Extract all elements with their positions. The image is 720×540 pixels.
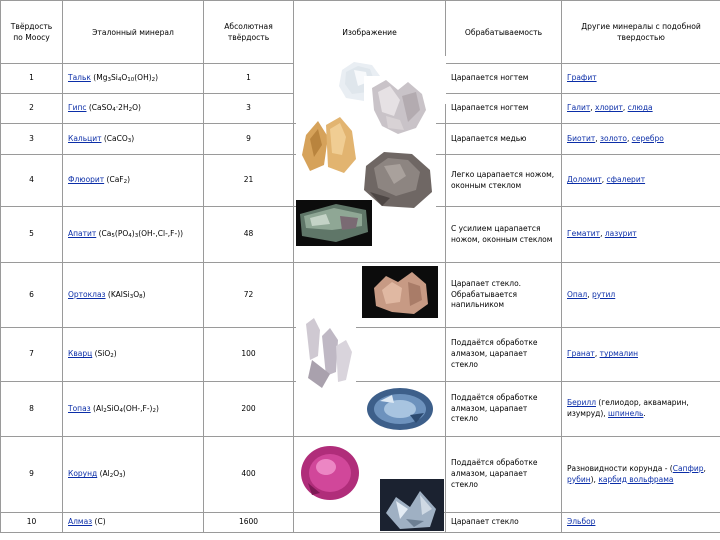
absolute-cell: 48 — [204, 207, 294, 263]
hardness-cell: 1 — [1, 64, 63, 94]
corundum-image — [298, 443, 362, 503]
others-link[interactable]: карбид вольфрама — [598, 474, 674, 484]
mineral-link-talc[interactable]: Тальк — [68, 73, 91, 83]
absolute-cell: 1 — [204, 64, 294, 94]
others-link[interactable]: Опал — [567, 289, 588, 299]
workability-cell: Поддаётся обработке алмазом, царапает стекло — [446, 328, 562, 382]
others-link[interactable]: сфалерит — [606, 175, 646, 185]
header-hardness: Твёрдость по Моосу — [1, 1, 63, 64]
others-link[interactable]: Гематит — [567, 229, 601, 239]
header-image: Изображение — [294, 1, 446, 64]
topaz-image — [364, 385, 436, 433]
hardness-cell: 8 — [1, 382, 63, 437]
absolute-cell: 1600 — [204, 513, 294, 533]
header-row — [1, 1, 720, 64]
hardness-cell: 4 — [1, 155, 63, 207]
others-cell — [562, 64, 720, 94]
mineral-link-apatite[interactable]: Апатит — [68, 229, 97, 239]
others-link[interactable]: Сапфир — [672, 463, 704, 473]
mineral-cell: Корунд $(Al_2O_3)$ — [63, 437, 204, 513]
others-link[interactable]: шпинель — [608, 409, 644, 418]
header-workability: Обрабатываемость — [446, 1, 562, 64]
workability-cell: Поддаётся обработке алмазом, царапает стекло — [446, 382, 562, 437]
others-link[interactable]: Галит — [567, 103, 591, 113]
image-cell — [294, 437, 446, 513]
absolute-cell: 100 — [204, 328, 294, 382]
mineral-cell: Апатит $(Ca_5(PO_4)_3(OH-,Cl-,F-))$ — [63, 207, 204, 263]
table-row — [1, 155, 720, 207]
diamond-image — [380, 479, 444, 531]
others-link[interactable]: серебро — [631, 133, 664, 143]
absolute-cell: 9 — [204, 124, 294, 155]
table-row — [1, 328, 720, 382]
workability-cell: Легко царапается ножом, оконным стеклом — [446, 155, 562, 207]
orthoclase-image — [362, 266, 438, 318]
mineral-link-diamond[interactable]: Алмаз — [68, 517, 93, 527]
image-cell — [294, 382, 446, 437]
workability-cell: Поддаётся обработке алмазом, царапает стекло — [446, 437, 562, 513]
others-cell: Опал, рутил — [562, 263, 720, 328]
others-link[interactable]: хлорит — [595, 103, 623, 113]
workability-cell: Царапается ногтем — [446, 94, 562, 124]
hardness-cell: 5 — [1, 207, 63, 263]
absolute-cell: 21 — [204, 155, 294, 207]
others-cell: Берилл (гелиодор, аквамарин, изумруд), шпинель. — [562, 382, 720, 437]
hardness-cell: 6 — [1, 263, 63, 328]
mineral-cell: Ортоклаз $(KAlSi_3O_8)$ — [63, 263, 204, 328]
image-cell — [294, 328, 446, 382]
others-link[interactable]: рубин — [567, 474, 591, 484]
others-link[interactable]: Доломит — [567, 175, 602, 185]
workability-cell: С усилием царапается ножом, оконным стеклом — [446, 207, 562, 263]
hardness-cell: 2 — [1, 94, 63, 124]
absolute-cell: 3 — [204, 94, 294, 124]
others-link[interactable]: лазурит — [604, 229, 637, 239]
mineral-link-orthoclase[interactable]: Ортоклаз — [68, 289, 106, 299]
table-row — [1, 513, 720, 533]
mineral-link-quartz[interactable]: Кварц — [68, 349, 93, 359]
others-cell: Галит, хлорит, слюда — [562, 94, 720, 124]
hardness-cell: 9 — [1, 437, 63, 513]
table-row — [1, 207, 720, 263]
mineral-link-calcite[interactable]: Кальцит — [68, 133, 102, 143]
absolute-cell: 400 — [204, 437, 294, 513]
workability-cell: Царапается ногтем — [446, 64, 562, 94]
others-cell: Гранат, турмалин — [562, 328, 720, 382]
others-link[interactable]: Гранат — [567, 349, 595, 359]
image-cell — [294, 207, 446, 263]
mineral-cell: Флюорит (CaF$_2$) — [63, 155, 204, 207]
others-cell: Доломит, сфалерит — [562, 155, 720, 207]
others-link[interactable]: Биотит — [567, 133, 596, 143]
mineral-cell: Алмаз (C) — [63, 513, 204, 533]
workability-cell: Царапает стекло — [446, 513, 562, 533]
others-link[interactable]: Графит — [567, 73, 597, 83]
table-row — [1, 382, 720, 437]
hardness-cell: 7 — [1, 328, 63, 382]
others-link[interactable]: Берилл — [567, 398, 596, 408]
table-row — [1, 263, 720, 328]
others-link[interactable]: Эльбор — [567, 517, 596, 527]
header-others: Другие минералы с подобной твердостью — [562, 1, 720, 64]
header-absolute: Абсолютная твёрдость — [204, 1, 294, 64]
hardness-cell: 3 — [1, 124, 63, 155]
others-link[interactable]: золото — [600, 133, 627, 143]
workability-cell: Царапает стекло. Обрабатывается напильником — [446, 263, 562, 328]
others-cell: Биотит, золото, серебро — [562, 124, 720, 155]
mineral-link-topaz[interactable]: Топаз — [68, 403, 91, 413]
absolute-cell: 200 — [204, 382, 294, 437]
mineral-link-fluorite[interactable]: Флюорит — [68, 175, 105, 185]
image-cell — [294, 155, 446, 207]
others-cell — [562, 513, 720, 533]
others-cell: Разновидности корунда - (Сапфир, рубин), карбид вольфрама — [562, 437, 720, 513]
apatite-image — [296, 200, 372, 246]
hardness-cell: 10 — [1, 513, 63, 533]
others-link[interactable]: рутил — [591, 289, 616, 299]
mineral-cell: Кальцит (CaCO$_3$) — [63, 124, 204, 155]
others-link[interactable]: слюда — [627, 103, 653, 113]
mineral-link-gypsum[interactable]: Гипс — [68, 103, 87, 113]
others-link[interactable]: турмалин — [599, 349, 638, 359]
mineral-cell: Топаз $(Al_2SiO_4(OH-,F-)_2)$ — [63, 382, 204, 437]
header-mineral: Эталонный минерал — [63, 1, 204, 64]
absolute-cell: 72 — [204, 263, 294, 328]
workability-cell: Царапается медью — [446, 124, 562, 155]
mineral-cell: Тальк $(Mg_3Si_4O_{10}(OH)_2)$ — [63, 64, 204, 94]
table-row — [1, 64, 720, 94]
table-row — [1, 437, 720, 513]
mineral-cell: Гипс $(CaSO_4\cdot 2H_2O)$ — [63, 94, 204, 124]
mineral-link-corundum[interactable]: Корунд — [68, 469, 98, 479]
others-cell: Гематит, лазурит — [562, 207, 720, 263]
mineral-cell: Кварц (SiO$_2$) — [63, 328, 204, 382]
